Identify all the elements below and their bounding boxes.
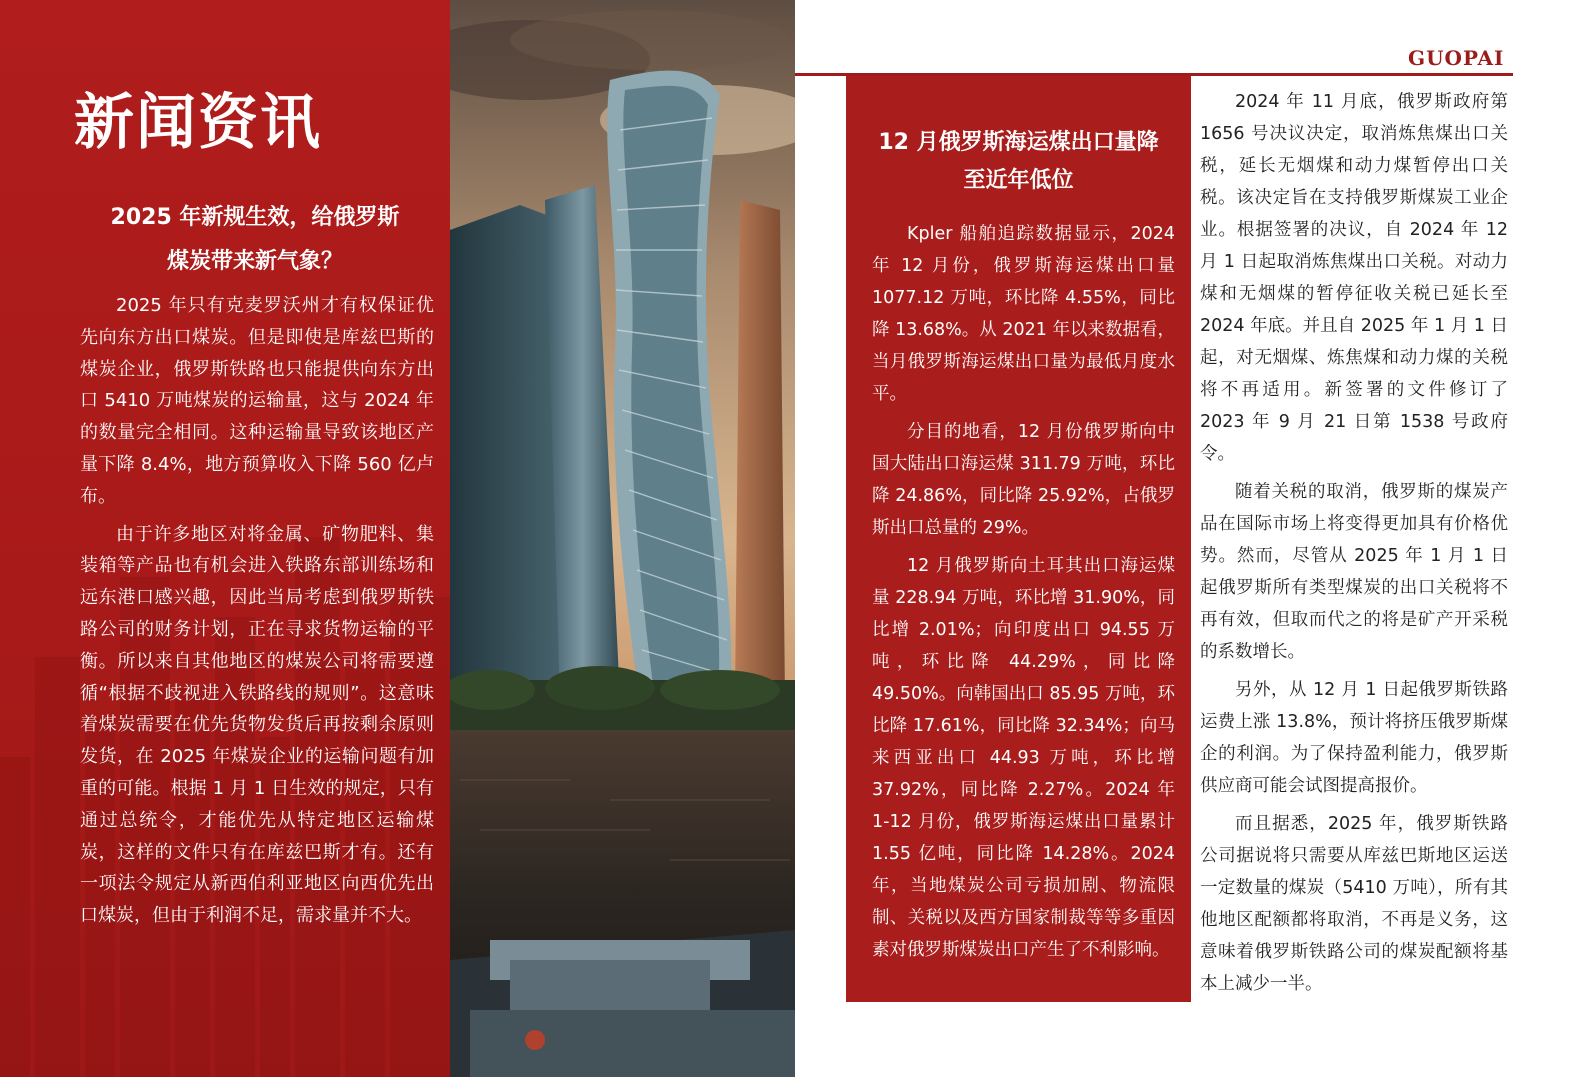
right-paragraph-2: 随着关税的取消，俄罗斯的煤炭产品在国际市场上将变得更加具有价格优势。然而，尽管从 2025 年 1 月 1 日起俄罗斯所有类型煤炭的出口关税将不再有效，但取而代之的将是矿产开采税的系数增长。 (1200, 482, 1508, 662)
moscow-city-skyscraper-photo (450, 0, 795, 1077)
middle-article-headline (846, 124, 1191, 200)
left-paragraph-2: 由于许多地区对将金属、矿物肥料、集装箱等产品也有机会进入铁路东部训练场和远东港口感兴趣，因此当局考虑到俄罗斯铁路公司的财务计划，正在寻求货物运输的平衡。所以来自其他地区的煤炭公司将需要遵循“根据不歧视进入铁路线的规则”。这意味着煤炭需要在优先货物发货后再按剩余原则发货，在 2025 年煤炭企业的运输问题有加重的可能。根据 1 月 1 日生效的规定，只有通过总统令，才能优先从特定地区运输煤炭，这样的文件只有在库兹巴斯才有。还有一项法令规定从新西伯利亚地区向西优先出口煤炭，但由于利润不足，需求量并不大。 (80, 523, 434, 927)
middle-article-body (872, 218, 1175, 972)
right-paragraph-4: 而且据悉，2025 年，俄罗斯铁路公司据说将只需要从库兹巴斯地区运送一定数量的煤炭（5410 万吨），所有其他地区配额都将取消，不再是义务，这意味着俄罗斯铁路公司的煤炭配额将基本上减少一半。 (1200, 814, 1508, 994)
left-headline-line-1: 2025 年新规生效，给俄罗斯 (110, 205, 400, 230)
left-headline-line-2: 煤炭带来新气象？ (166, 249, 343, 274)
left-paragraph-1: 2025 年只有克麦罗沃州才有权保证优先向东方出口煤炭。但是即使是库兹巴斯的煤炭企业，俄罗斯铁路也只能提供向东方出口 5410 万吨煤炭的运输量，这与 2024 年的数量完全相同。这种运输量导致该地区产量下降 8.4%，地方预算收入下降 560 亿卢布。 (80, 295, 434, 507)
middle-paragraph-2: 分目的地看，12 月份俄罗斯向中国大陆出口海运煤 311.79 万吨，环比降 24.86%，同比降 25.92%，占俄罗斯出口总量的 29%。 (872, 422, 1175, 538)
right-paragraph-3: 另外，从 12 月 1 日起俄罗斯铁路运费上涨 13.8%，预计将挤压俄罗斯煤企的利润。为了保持盈利能力，俄罗斯供应商可能会试图提高报价。 (1200, 680, 1508, 796)
left-article-body (80, 290, 434, 938)
middle-headline-line-1: 12 月俄罗斯海运煤出口量降 (878, 130, 1159, 155)
section-title: 新闻资讯 (74, 88, 322, 158)
middle-article-panel (846, 76, 1191, 1002)
middle-paragraph-3: 12 月俄罗斯向土耳其出口海运煤量 228.94 万吨，环比增 31.90%，同比增 2.01%；向印度出口 94.55 万吨，环比降 44.29%，同比降 49.50%。向韩国出口 85.95 万吨，环比降 17.61%，同比降 32.34%；向马来西亚出口 44.93 万吨，环比增 37.92%，同比降 2.27%。2024 年 1-12 月份，俄罗斯海运煤出口量累计 1.55 亿吨，同比降 14.28%。2024 年，当地煤炭公司亏损加剧、物流限制、关税以及西方国家制裁等等多重因素对俄罗斯煤炭出口产生了不利影响。 (872, 556, 1175, 960)
brand-logo-text: GUOPAI (1408, 46, 1505, 70)
middle-headline-line-2: 至近年低位 (963, 168, 1074, 193)
right-paragraph-1: 2024 年 11 月底，俄罗斯政府第 1656 号决议决定，取消炼焦煤出口关税，延长无烟煤和动力煤暂停出口关税。该决定旨在支持俄罗斯煤炭工业企业。根据签署的决议，自 2024 年 12 月 1 日起取消炼焦煤出口关税。对动力煤和无烟煤的暂停征收关税已延长至 2024 年底。并且自 2025 年 1 月 1 日起，对无烟煤、炼焦煤和动力煤的关税将不再适用。新签署的文件修订了 2023 年 9 月 21 日第 1538 号政府令。 (1200, 92, 1508, 464)
left-article-headline (80, 196, 430, 284)
left-panel (0, 0, 450, 1077)
right-article-body (1200, 86, 1508, 1006)
middle-paragraph-1: Kpler 船舶追踪数据显示，2024 年 12 月份，俄罗斯海运煤出口量 1077.12 万吨，环比降 4.55%，同比降 13.68%。从 2021 年以来数据看，当月俄罗斯海运煤出口量为最低月度水平。 (872, 224, 1175, 404)
